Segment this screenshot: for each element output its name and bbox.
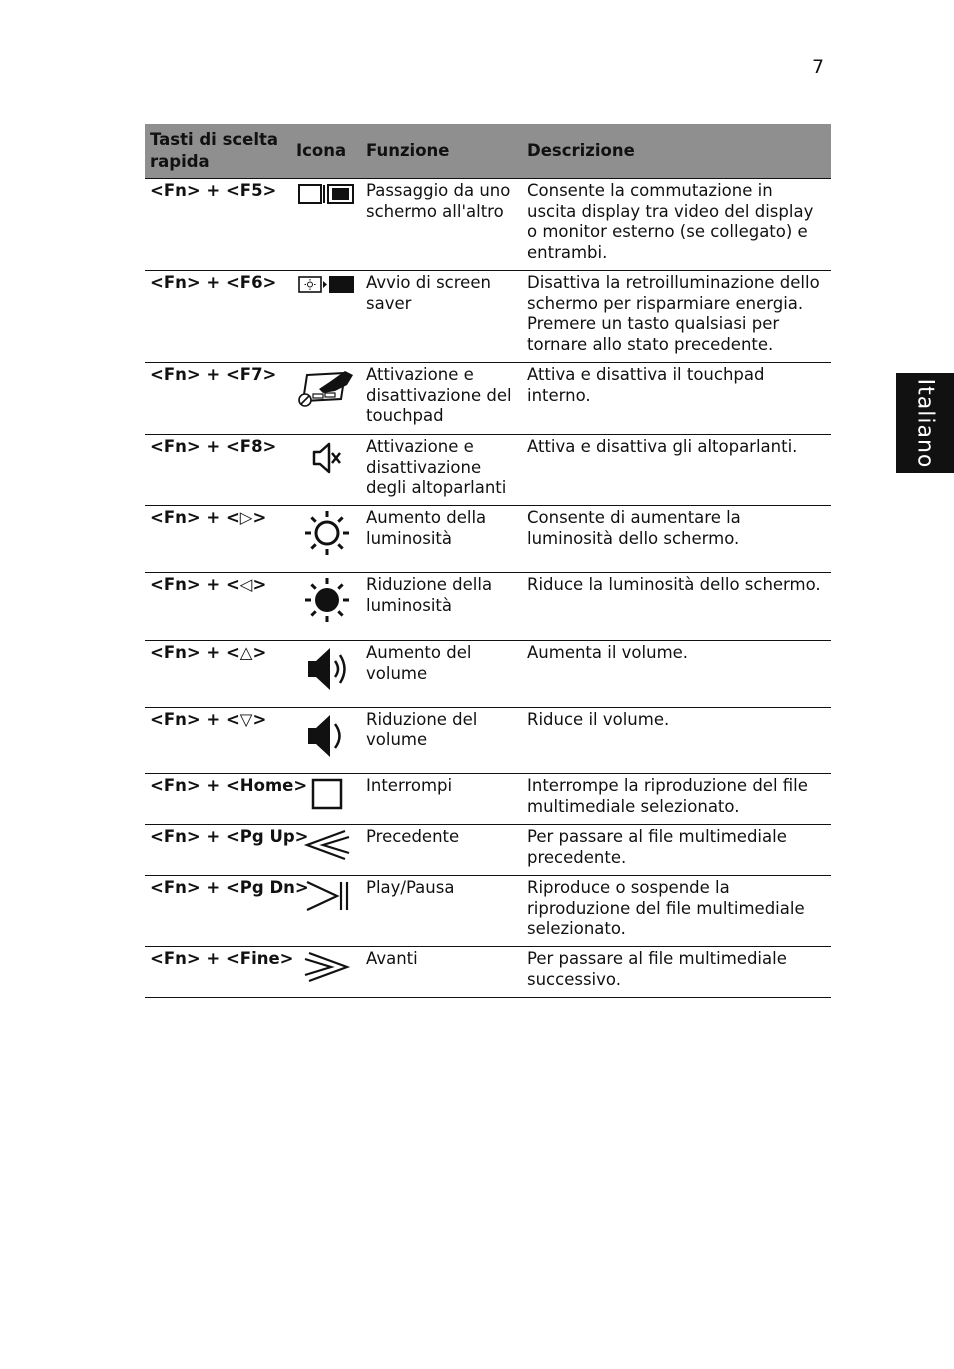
description-cell: Per passare al file multimediale successivo.: [522, 947, 831, 998]
header-icon: Icona: [291, 124, 361, 179]
table-row: [145, 641, 831, 708]
table-row: [145, 271, 831, 363]
function-cell: Passaggio da uno schermo all'altro: [361, 179, 522, 271]
language-label: Italiano: [912, 378, 938, 468]
description-cell: Interrompe la riproduzione del file multimediale selezionato.: [522, 774, 831, 825]
function-cell: Aumento della luminosità: [361, 506, 522, 573]
description-cell: Disattiva la retroilluminazione dello schermo per risparmiare energia. Premere un tasto qualsiasi per tornare allo stato precedente.: [522, 271, 831, 363]
function-cell: Play/Pausa: [361, 876, 522, 947]
speaker-mute-icon: [305, 437, 349, 479]
icon-cell: [291, 271, 361, 363]
function-cell: Attivazione e disattivazione del touchpad: [361, 363, 522, 435]
brightness-up-icon: [302, 508, 352, 558]
hotkey-cell: <Fn> + <F8>: [145, 435, 291, 506]
hotkey-cell: <Fn> + <▽>: [145, 707, 291, 774]
description-cell: Riduce il volume.: [522, 707, 831, 774]
brightness-down-icon: [302, 575, 352, 625]
icon-cell: [291, 506, 361, 573]
description-cell: Riduce la luminosità dello schermo.: [522, 573, 831, 641]
table-row: [145, 707, 831, 774]
function-cell: Avvio di screen saver: [361, 271, 522, 363]
icon-cell: [291, 641, 361, 708]
function-cell: Attivazione e disattivazione degli altoparlanti: [361, 435, 522, 506]
screen-blank-icon: [297, 273, 357, 295]
description-cell: Attiva e disattiva gli altoparlanti.: [522, 435, 831, 506]
description-cell: Attiva e disattiva il touchpad interno.: [522, 363, 831, 435]
hotkey-cell: <Fn> + <F6>: [145, 271, 291, 363]
hotkey-cell: <Fn> + <▷>: [145, 506, 291, 573]
function-cell: Aumento del volume: [361, 641, 522, 708]
display-toggle-icon: [297, 181, 357, 207]
icon-cell: [291, 825, 361, 876]
icon-cell: [291, 363, 361, 435]
icon-cell: [291, 435, 361, 506]
function-cell: Interrompi: [361, 774, 522, 825]
table-row: [145, 876, 831, 947]
description-cell: Consente la commutazione in uscita display tra video del display o monitor esterno (se collegato) e entrambi.: [522, 179, 831, 271]
table-row: [145, 179, 831, 271]
hotkey-cell: <Fn> + <Home>: [145, 774, 291, 825]
table-row: [145, 573, 831, 641]
header-function: Funzione: [361, 124, 522, 179]
table-header-row: [145, 124, 831, 179]
description-cell: Per passare al file multimediale precedente.: [522, 825, 831, 876]
previous-icon: [301, 827, 353, 863]
icon-cell: [291, 573, 361, 641]
page-number: 7: [812, 56, 825, 78]
header-description: Descrizione: [522, 124, 831, 179]
hotkey-cell: <Fn> + <F7>: [145, 363, 291, 435]
hotkey-table: [145, 124, 831, 998]
table-row: [145, 774, 831, 825]
hotkey-cell: <Fn> + <△>: [145, 641, 291, 708]
hotkey-cell: <Fn> + <Pg Dn>: [145, 876, 291, 947]
language-side-tab: [896, 373, 954, 473]
function-cell: Avanti: [361, 947, 522, 998]
description-cell: Consente di aumentare la luminosità dello schermo.: [522, 506, 831, 573]
table-row: [145, 435, 831, 506]
table-row: [145, 506, 831, 573]
header-hotkey: Tasti di scelta rapida: [145, 124, 291, 179]
hotkey-cell: <Fn> + <Fine>: [145, 947, 291, 998]
function-cell: Precedente: [361, 825, 522, 876]
description-cell: Aumenta il volume.: [522, 641, 831, 708]
play-pause-icon: [301, 878, 353, 914]
icon-cell: [291, 876, 361, 947]
volume-up-icon: [302, 643, 352, 695]
table-row: [145, 363, 831, 435]
volume-down-icon: [302, 710, 352, 762]
table-row: [145, 947, 831, 998]
stop-icon: [307, 776, 347, 812]
description-cell: Riproduce o sospende la riproduzione del file multimediale selezionato.: [522, 876, 831, 947]
function-cell: Riduzione del volume: [361, 707, 522, 774]
icon-cell: [291, 179, 361, 271]
touchpad-toggle-icon: [297, 365, 357, 407]
table-row: [145, 825, 831, 876]
function-cell: Riduzione della luminosità: [361, 573, 522, 641]
next-icon: [301, 949, 353, 985]
hotkey-cell: <Fn> + <Pg Up>: [145, 825, 291, 876]
hotkey-cell: <Fn> + <F5>: [145, 179, 291, 271]
icon-cell: [291, 707, 361, 774]
icon-cell: [291, 947, 361, 998]
hotkey-cell: <Fn> + <◁>: [145, 573, 291, 641]
